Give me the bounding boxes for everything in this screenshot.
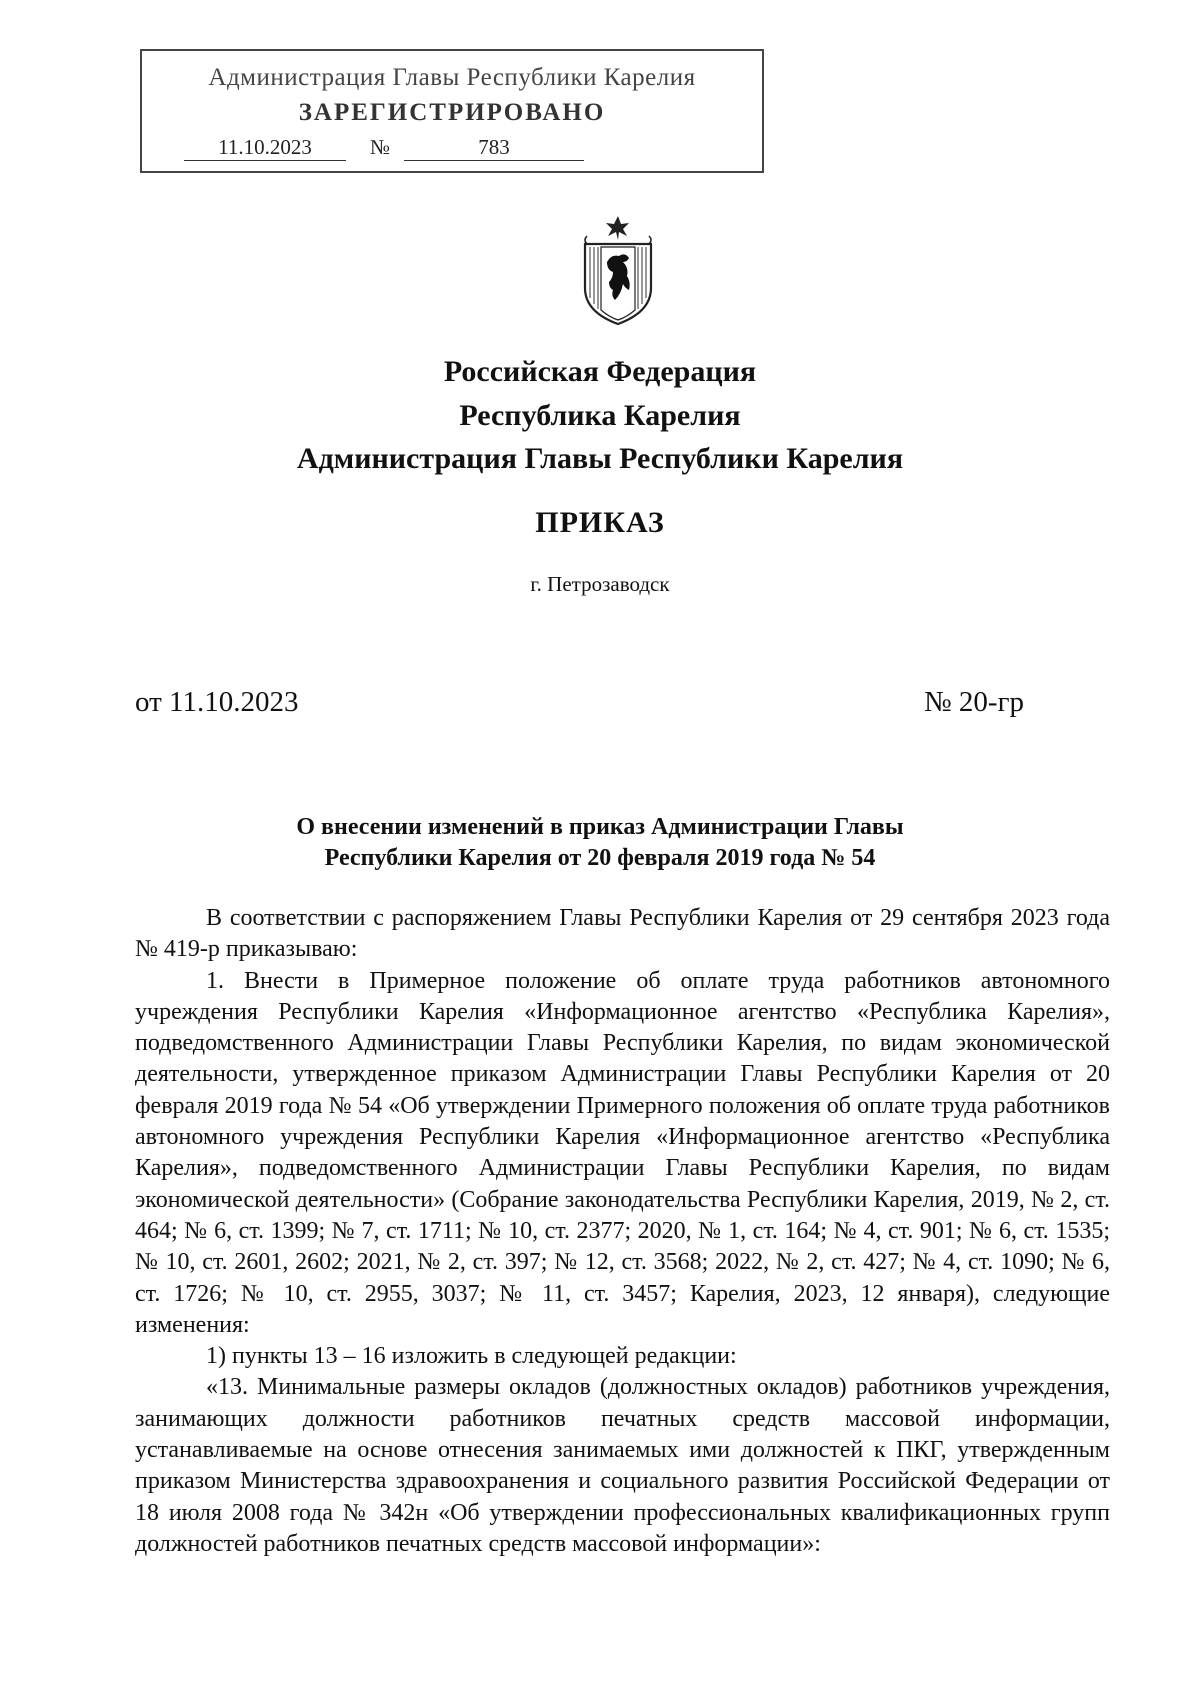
document-title	[0, 812, 1200, 874]
document-title-line: О внесении изменений в приказ Администрации Главы	[296, 814, 904, 840]
body-paragraph: 1. Внести в Примерное положение об оплате труда работников автономного учреждения Республики Карелия «Информационное агентство «Республика Карелия», подведомственного Администрации Главы Республики Карелия, по видам экономической деятельности, утвержденное приказом Администрации Главы Республики Карелия от 20 февраля 2019 года № 54 «Об утверждении Примерного положения об оплате труда работников автономного учреждения Республики Карелия «Информационное агентство «Республика Карелия», подведомственного Администрации Главы Республики Карелия, по видам экономической деятельности» (Собрание законодательства Республики Карелия, 2019, № 2, ст. 464; № 6, ст. 1399; № 7, ст. 1711; № 10, ст. 2377; 2020, № 1, ст. 164; № 4, ст. 901; № 6, ст. 1535; № 10, ст. 2601, 2602; 2021, № 2, ст. 397; № 12, ст. 3568; 2022, № 2, ст. 427; № 4, ст. 1090; № 6, ст. 1726; № 10, ст. 2955, 3037; № 11, ст. 3457; Карелия, 2023, 12 января), следующие изменения:	[135, 967, 1110, 1338]
document-number: № 20-гр	[924, 686, 1024, 718]
header-country: Российская Федерация	[443, 355, 757, 388]
body-paragraph: В соответствии с распоряжением Главы Республики Карелия от 29 сентября 2023 года № 419-р приказываю:	[135, 905, 1110, 963]
stamp-number: 783	[404, 135, 584, 161]
document-date: от 11.10.2023	[135, 686, 299, 718]
karelia-coat-of-arms-icon	[577, 214, 659, 326]
header-administration: Администрация Главы Республики Карелия	[296, 442, 904, 475]
header-republic: Республика Карелия	[459, 399, 741, 432]
document-title-line: Республики Карелия от 20 февраля 2019 года № 54	[324, 845, 876, 871]
document-type: ПРИКАЗ	[535, 506, 665, 539]
stamp-status: ЗАРЕГИСТРИРОВАНО	[298, 99, 606, 126]
body-paragraph: «13. Минимальные размеры окладов (должностных окладов) работников учреждения, занимающих должности работников печатных средств массовой информации, устанавливаемые на основе отнесения занимаемых ими должностей к ПКГ, утвержденным приказом Министерства здравоохранения и социального развития Российской Федерации от 18 июля 2008 года № 342н «Об утверждении профессиональных квалификационных групп должностей работников печатных средств массовой информации»:	[135, 1374, 1110, 1557]
document-city: г. Петрозаводск	[530, 572, 670, 596]
body-paragraph: 1) пункты 13 – 16 изложить в следующей редакции:	[206, 1343, 737, 1370]
stamp-number-sign: №	[370, 135, 391, 159]
registration-stamp	[140, 49, 764, 173]
stamp-date: 11.10.2023	[184, 135, 346, 161]
stamp-organization: Администрация Главы Республики Карелия	[208, 64, 696, 91]
document-body	[135, 903, 1110, 1560]
